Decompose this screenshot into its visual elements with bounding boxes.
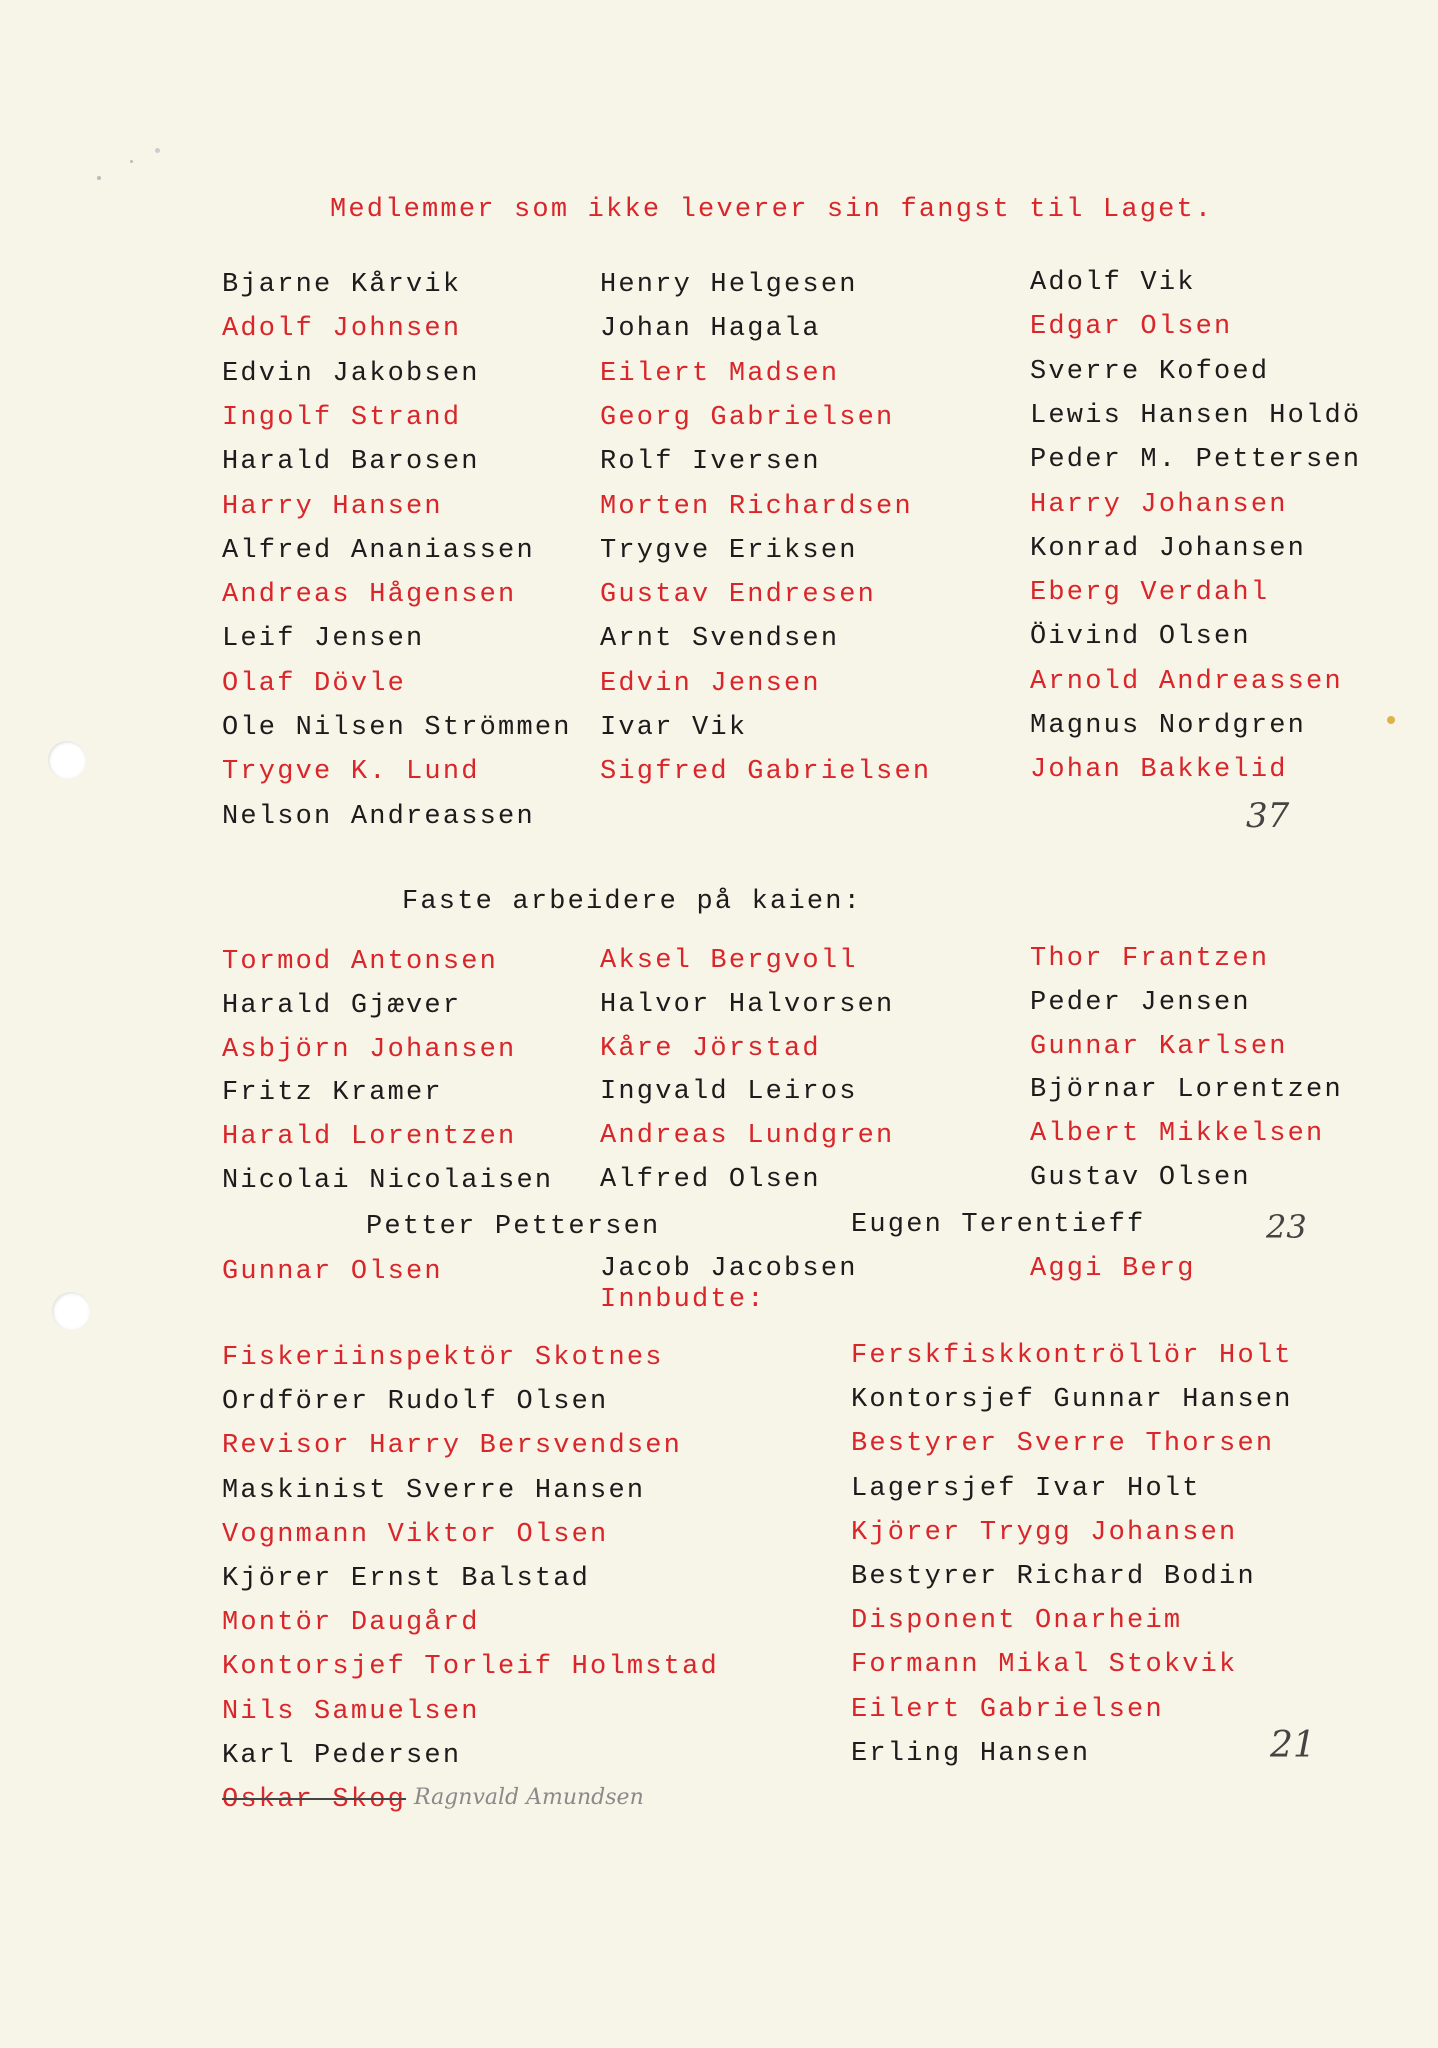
member-name: Edgar Olsen xyxy=(1030,312,1233,343)
invited-name: Maskinist Sverre Hansen xyxy=(222,1475,646,1506)
worker-name: Nicolai Nicolaisen xyxy=(222,1166,554,1196)
invited-name: Karl Pedersen xyxy=(222,1740,462,1771)
worker-aggi-berg: Aggi Berg xyxy=(1030,1254,1196,1284)
worker-name: Björnar Lorentzen xyxy=(1030,1075,1343,1106)
ink-speck xyxy=(1387,716,1395,724)
invited-name: Bestyrer Richard Bodin xyxy=(851,1562,1256,1592)
punch-hole-upper xyxy=(48,741,86,779)
worker-name: Harald Lorentzen xyxy=(222,1122,517,1153)
member-name: Johan Hagala xyxy=(600,314,821,345)
worker-name: Thor Frantzen xyxy=(1030,944,1270,974)
worker-eugen: Eugen Terentieff xyxy=(851,1210,1146,1240)
member-name: Rolf Iversen xyxy=(600,447,821,478)
invited-name: Disponent Onarheim xyxy=(851,1606,1183,1637)
worker-name: Harald Gjæver xyxy=(222,990,462,1021)
invited-name: Montör Daugård xyxy=(222,1608,480,1639)
invited-name: Nils Samuelsen xyxy=(222,1696,480,1727)
ink-speck xyxy=(155,148,160,153)
member-name: Ivar Vik xyxy=(600,713,748,743)
member-name: Trygve Eriksen xyxy=(600,535,858,566)
member-name: Öivind Olsen xyxy=(1030,622,1251,653)
member-name: Edvin Jakobsen xyxy=(222,358,480,389)
member-name: Adolf Johnsen xyxy=(222,314,462,345)
member-name: Peder M. Pettersen xyxy=(1030,445,1362,476)
workers-count: 23 xyxy=(1266,1208,1307,1246)
members-count: 37 xyxy=(1246,796,1290,836)
invited-name: Kjörer Ernst Balstad xyxy=(222,1564,591,1594)
invited-pencil-name: Ragnvald Amundsen xyxy=(414,1785,644,1810)
worker-name: Andreas Lundgren xyxy=(600,1121,895,1152)
member-name: Edvin Jensen xyxy=(600,668,821,699)
member-name: Sigfred Gabrielsen xyxy=(600,757,932,788)
member-name: Olaf Dövle xyxy=(222,668,407,699)
invited-name: Kontorsjef Gunnar Hansen xyxy=(851,1385,1293,1416)
worker-name: Ingvald Leiros xyxy=(600,1077,858,1108)
member-name: Arnold Andreassen xyxy=(1030,666,1343,697)
worker-petter: Petter Pettersen xyxy=(366,1212,661,1242)
member-name: Bjarne Kårvik xyxy=(222,270,462,300)
member-name: Gustav Endresen xyxy=(600,580,877,611)
worker-name: Gustav Olsen xyxy=(1030,1163,1251,1193)
member-name: Morten Richardsen xyxy=(600,491,913,522)
punch-hole-lower xyxy=(52,1292,90,1330)
worker-name: Albert Mikkelsen xyxy=(1030,1119,1325,1150)
member-name: Adolf Vik xyxy=(1030,268,1196,298)
member-name: Ole Nilsen Strömmen xyxy=(222,713,572,743)
invited-name: Kontorsjef Torleif Holmstad xyxy=(222,1652,719,1683)
invited-count: 21 xyxy=(1270,1725,1316,1766)
ink-speck xyxy=(97,176,101,180)
member-name: Leif Jensen xyxy=(222,624,425,655)
member-name: Harry Johansen xyxy=(1030,489,1288,520)
member-name: Harald Barosen xyxy=(222,447,480,478)
member-name: Nelson Andreassen xyxy=(222,801,535,832)
ink-speck xyxy=(130,160,133,163)
member-name: Georg Gabrielsen xyxy=(600,402,895,433)
worker-name: Kåre Jörstad xyxy=(600,1033,821,1064)
member-name: Eberg Verdahl xyxy=(1030,578,1270,609)
worker-name: Fritz Kramer xyxy=(222,1078,443,1109)
member-name: Trygve K. Lund xyxy=(222,757,480,788)
member-name: Ingolf Strand xyxy=(222,402,462,433)
invited-name: Eilert Gabrielsen xyxy=(851,1694,1164,1725)
worker-name: Aksel Bergvoll xyxy=(600,946,858,976)
invited-name: Fiskeriinspektör Skotnes xyxy=(222,1343,664,1373)
worker-name: Peder Jensen xyxy=(1030,987,1251,1018)
invited-name: Erling Hansen xyxy=(851,1738,1091,1769)
worker-name: Tormod Antonsen xyxy=(222,947,499,977)
member-name: Alfred Ananiassen xyxy=(222,535,535,566)
worker-gunnar-olsen: Gunnar Olsen xyxy=(222,1257,443,1287)
member-name: Harry Hansen xyxy=(222,491,443,522)
member-name: Andreas Hågensen xyxy=(222,580,517,611)
member-name: Lewis Hansen Holdö xyxy=(1030,400,1362,431)
member-name: Johan Bakkelid xyxy=(1030,755,1288,786)
worker-name: Alfred Olsen xyxy=(600,1165,821,1195)
invited-name: Vognmann Viktor Olsen xyxy=(222,1519,609,1550)
worker-jacob-jacobsen: Jacob Jacobsen xyxy=(600,1254,858,1284)
invited-name: Ordförer Rudolf Olsen xyxy=(222,1387,609,1418)
invited-name: Formann Mikal Stokvik xyxy=(851,1650,1238,1681)
invited-heading: Innbudte: xyxy=(600,1285,766,1315)
workers-heading: Faste arbeidere på kaien: xyxy=(402,887,863,917)
member-name: Konrad Johansen xyxy=(1030,533,1307,564)
invited-name: Ferskfiskkontröllör Holt xyxy=(851,1341,1293,1371)
member-name: Henry Helgesen xyxy=(600,270,858,300)
worker-name: Asbjörn Johansen xyxy=(222,1034,517,1065)
invited-name: Revisor Harry Bersvendsen xyxy=(222,1431,683,1462)
invited-name: Lagersjef Ivar Holt xyxy=(851,1473,1201,1504)
worker-name: Halvor Halvorsen xyxy=(600,989,895,1020)
members-heading: Medlemmer som ikke leverer sin fangst til Laget. xyxy=(330,195,1214,225)
invited-name: Bestyrer Sverre Thorsen xyxy=(851,1429,1275,1460)
invited-name: Kjörer Trygg Johansen xyxy=(851,1517,1238,1548)
invited-struck-name: Oskar Skog xyxy=(222,1785,407,1815)
worker-name: Gunnar Karlsen xyxy=(1030,1031,1288,1062)
member-name: Sverre Kofoed xyxy=(1030,356,1270,387)
member-name: Magnus Nordgren xyxy=(1030,711,1307,741)
member-name: Arnt Svendsen xyxy=(600,624,840,655)
member-name: Eilert Madsen xyxy=(600,358,840,389)
